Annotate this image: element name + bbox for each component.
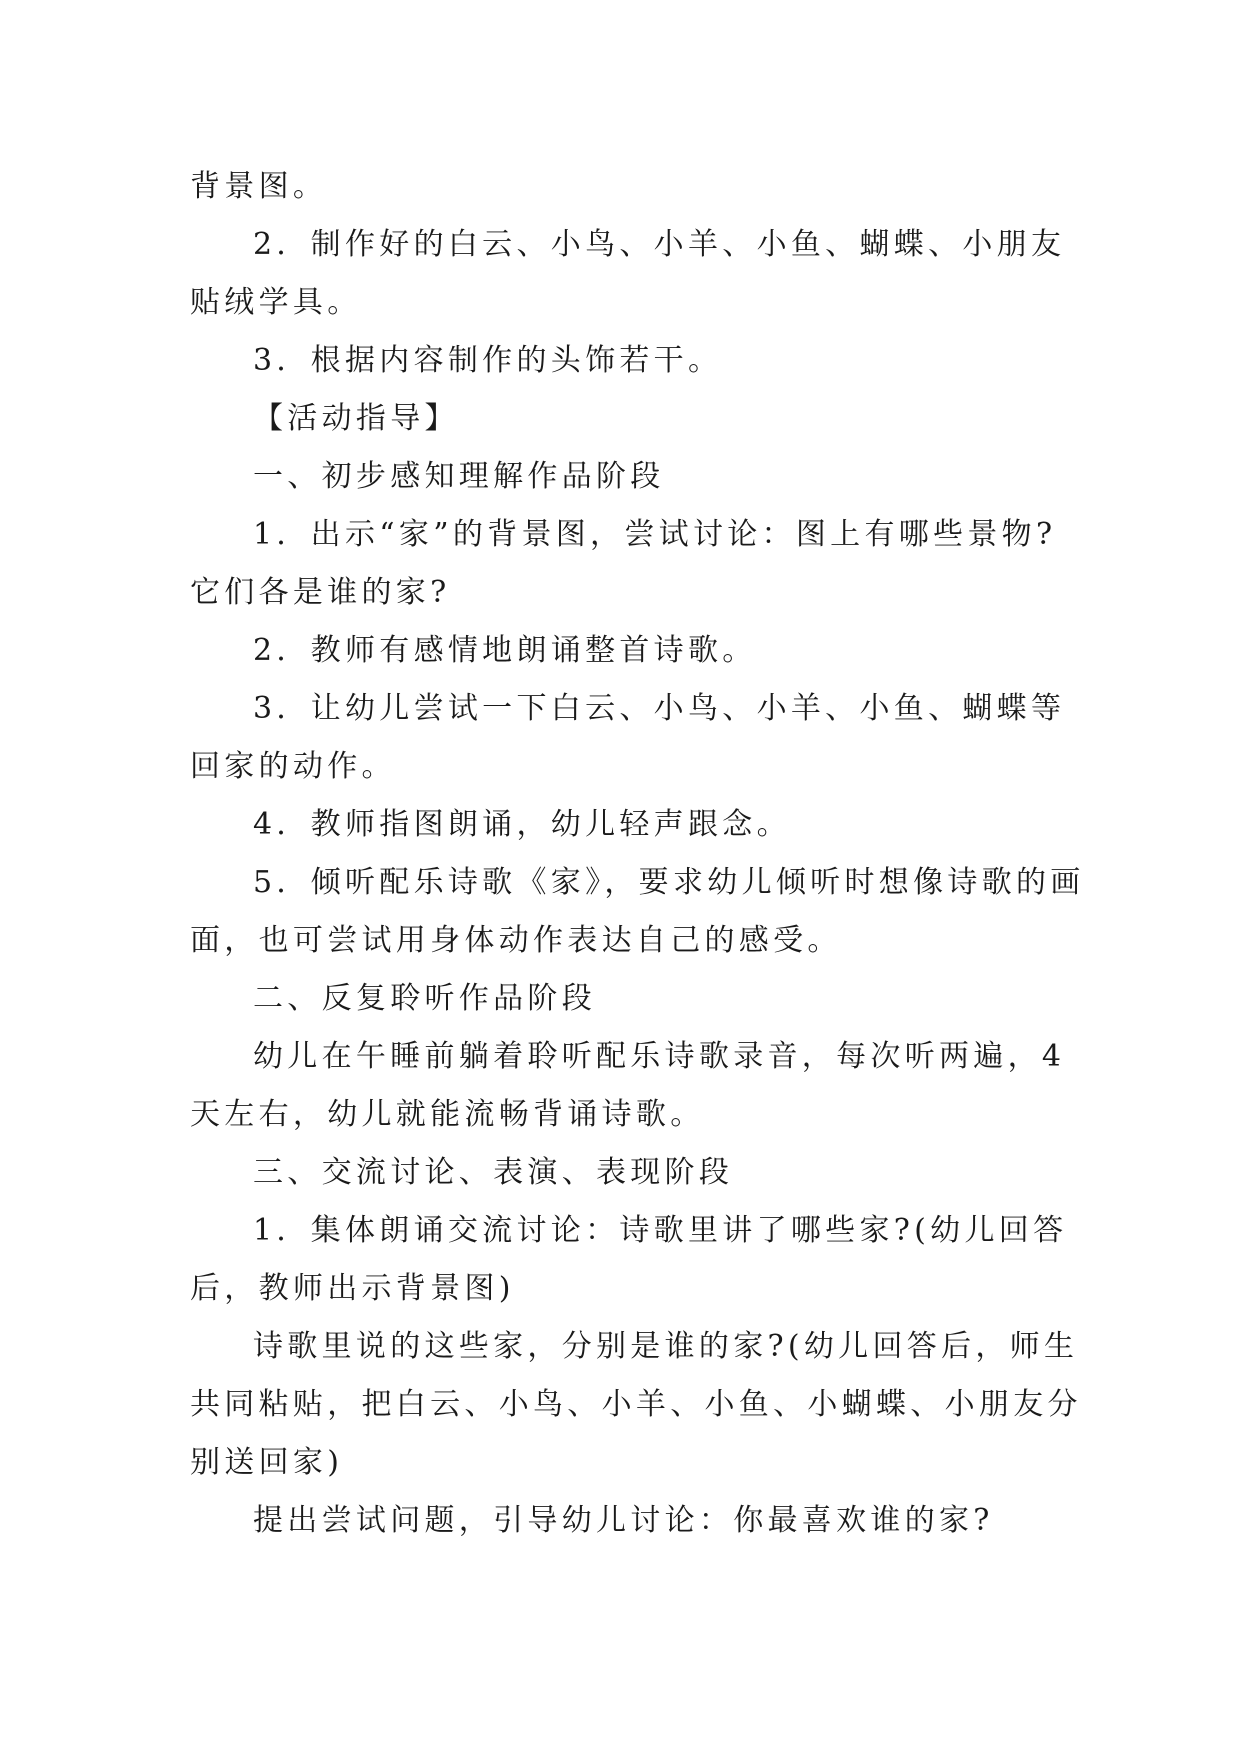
text-line: 5．倾听配乐诗歌《家》，要求幼儿倾听时想像诗歌的画 [253,865,1085,900]
text-line: 背景图。 [190,169,328,204]
section-heading: 一、初步感知理解作品阶段 [253,459,665,494]
text-line: 后，教师出示背景图) [190,1271,515,1306]
text-line: 贴绒学具。 [190,285,362,320]
text-line: 共同粘贴，把白云、小鸟、小羊、小鱼、小蝴蝶、小朋友分 [190,1387,1082,1422]
text-line: 它们各是谁的家? [190,575,451,610]
text-line: 1．出示“家”的背景图，尝试讨论：图上有哪些景物? [253,517,1057,552]
text-line: 诗歌里说的这些家，分别是谁的家?(幼儿回答后，师生 [253,1329,1079,1364]
text-line: 2．教师有感情地朗诵整首诗歌。 [253,633,757,668]
section-heading: 二、反复聆听作品阶段 [253,981,596,1016]
text-line: 别送回家) [190,1445,344,1480]
text-line: 4．教师指图朗诵，幼儿轻声跟念。 [253,807,791,842]
text-line: 提出尝试问题，引导幼儿讨论：你最喜欢谁的家? [253,1503,994,1538]
text-line: 回家的动作。 [190,749,396,784]
document-body [190,158,1085,1550]
text-line: 幼儿在午睡前躺着聆听配乐诗歌录音，每次听两遍，4 [253,1039,1066,1074]
text-line: 3．根据内容制作的头饰若干。 [253,343,723,378]
section-heading: 【活动指导】 [253,401,459,436]
text-line: 1．集体朗诵交流讨论：诗歌里讲了哪些家?(幼儿回答 [253,1213,1068,1248]
text-line: 天左右，幼儿就能流畅背诵诗歌。 [190,1097,705,1132]
section-heading: 三、交流讨论、表演、表现阶段 [253,1155,734,1190]
text-line: 3．让幼儿尝试一下白云、小鸟、小羊、小鱼、蝴蝶等 [253,691,1066,726]
text-line: 面，也可尝试用身体动作表达自己的感受。 [190,923,842,958]
text-line: 2．制作好的白云、小鸟、小羊、小鱼、蝴蝶、小朋友 [253,227,1066,262]
